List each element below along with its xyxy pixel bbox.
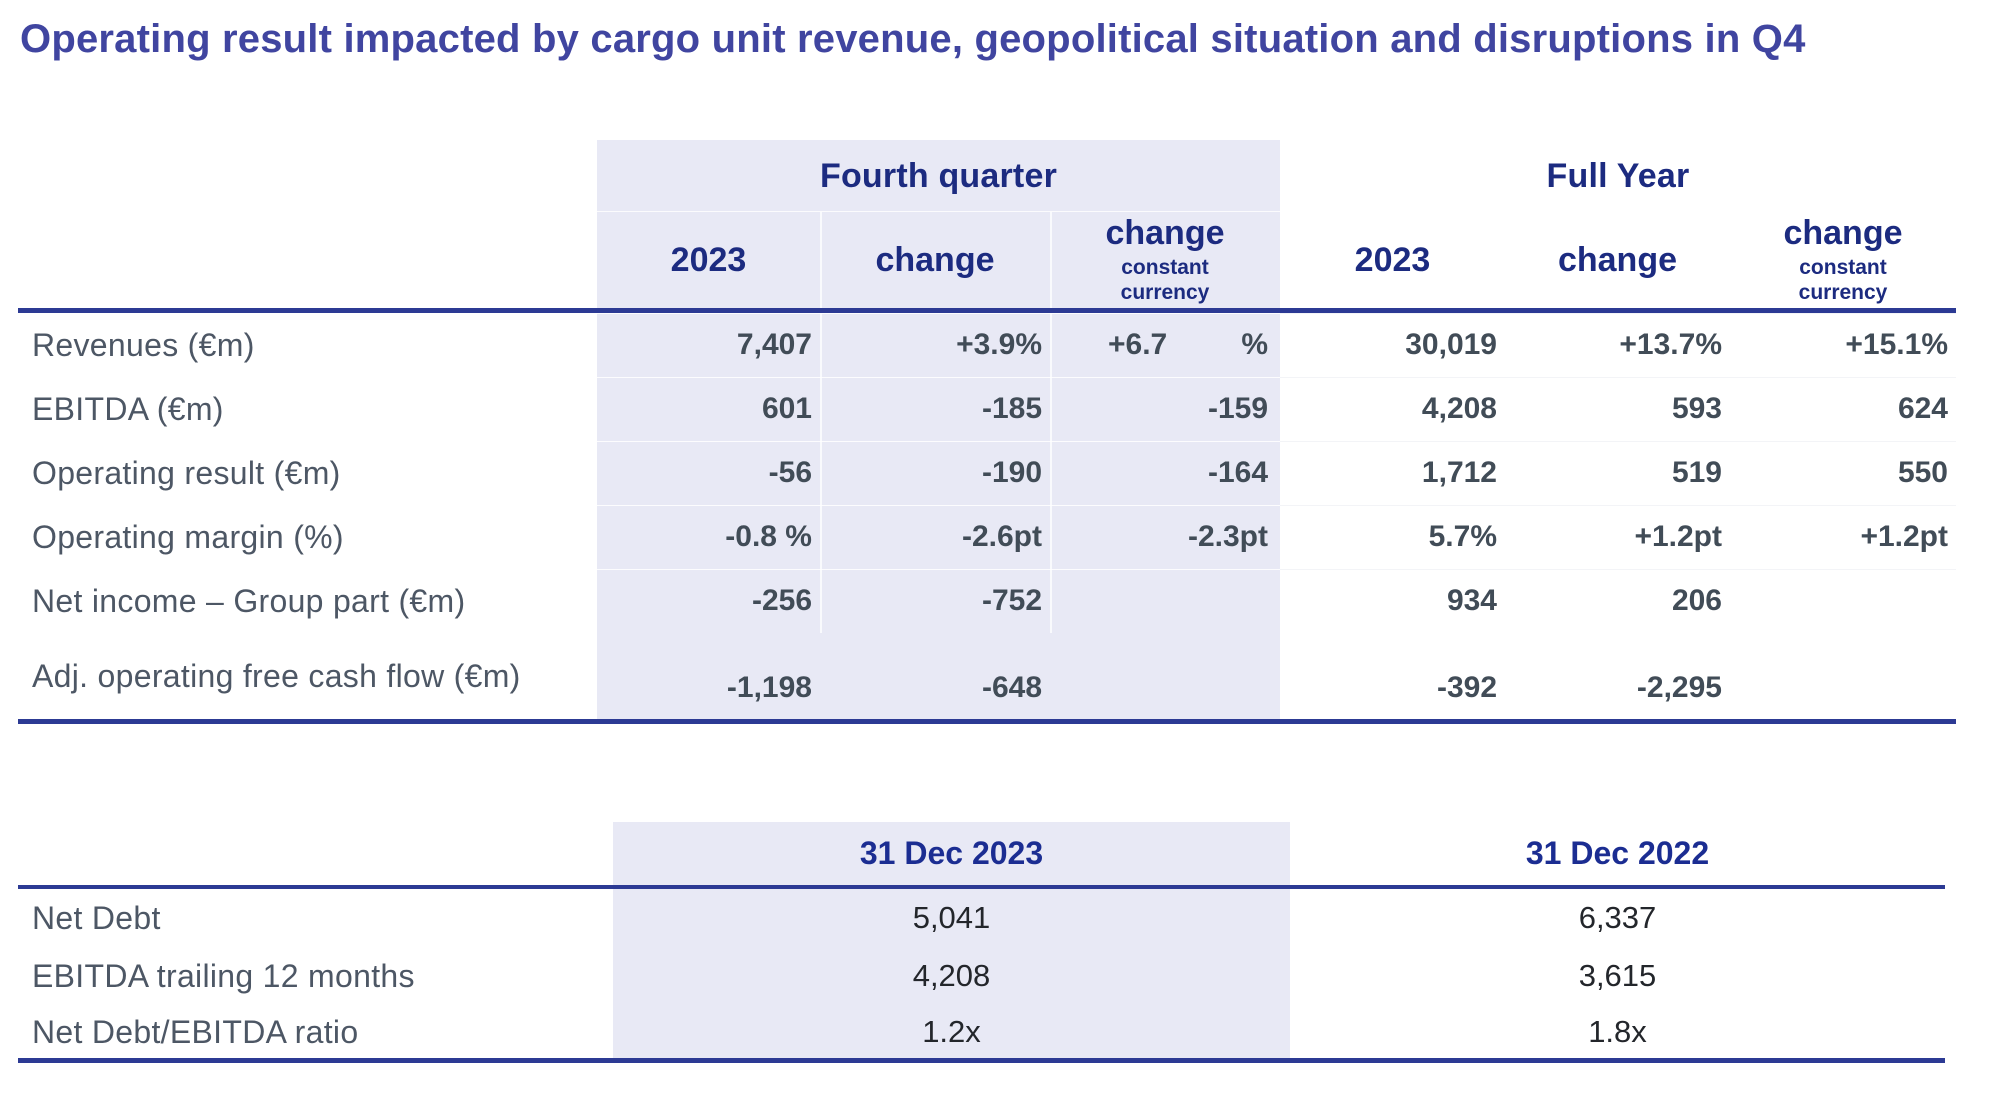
column-header-q4-2023: 2023 <box>597 212 820 313</box>
group-header-full-year: Full Year <box>1546 156 1690 195</box>
balance-table <box>18 822 1945 1063</box>
cell-value <box>1050 633 1280 724</box>
cell-value: 593 <box>1505 377 1730 441</box>
cell-value: 934 <box>1280 569 1505 633</box>
cell-value: +1.2pt <box>1730 505 1956 569</box>
cell-value <box>1730 569 1956 633</box>
cell-value: +1.2pt <box>1505 505 1730 569</box>
cell-value: 3,615 <box>1578 958 1657 993</box>
results-table <box>18 140 1956 724</box>
column-header-sub: constant currency <box>1798 255 1888 304</box>
cell-value: -190 <box>820 441 1050 505</box>
cell-value: +13.7% <box>1505 313 1730 377</box>
column-header-q4-change: change <box>820 212 1050 313</box>
row-label: EBITDA trailing 12 months <box>32 958 415 994</box>
cell-value: 4,208 <box>1280 377 1505 441</box>
row-label: Operating result (€m) <box>32 455 341 491</box>
cell-value: 5.7% <box>1280 505 1505 569</box>
cell-value: 519 <box>1505 441 1730 505</box>
column-header-sub: constant currency <box>1120 255 1210 304</box>
cell-value: 206 <box>1505 569 1730 633</box>
cell-value: -0.8 % <box>597 505 820 569</box>
cell-value: +3.9% <box>820 313 1050 377</box>
row-label: Adj. operating free cash flow (€m) <box>18 633 597 724</box>
cell-value: 30,019 <box>1280 313 1505 377</box>
cell-value: +15.1% <box>1730 313 1956 377</box>
column-header-31-dec-2023: 31 Dec 2023 <box>613 822 1290 889</box>
cell-value: 1.8x <box>1290 1005 1945 1063</box>
cell-value: 624 <box>1730 377 1956 441</box>
cell-value: 550 <box>1730 441 1956 505</box>
cell-value: -2,295 <box>1505 633 1730 724</box>
group-header-fourth-quarter: Fourth quarter <box>597 140 1280 212</box>
spacer-cell <box>18 822 613 889</box>
row-label: Operating margin (%) <box>32 519 344 555</box>
cell-value: -648 <box>820 633 1050 724</box>
column-header-main: change <box>1105 213 1225 252</box>
cell-value: 7,407 <box>597 313 820 377</box>
row-label: Net Debt <box>32 900 161 936</box>
cell-value: 1.2x <box>613 1005 1290 1063</box>
cell-value: -2.3pt <box>1050 505 1280 569</box>
page-title: Operating result impacted by cargo unit revenue, geopolitical situation and disruptions in Q4 <box>20 17 1806 61</box>
cell-value: -2.6pt <box>820 505 1050 569</box>
row-label: Net Debt/EBITDA ratio <box>18 1005 613 1063</box>
row-label: Revenues (€m) <box>32 327 255 363</box>
cell-value-number: +6.7 <box>1108 328 1168 361</box>
column-header-main: change <box>1783 213 1903 252</box>
cell-value: -159 <box>1050 377 1280 441</box>
cell-value: 6,337 <box>1578 900 1657 935</box>
cell-value: 4,208 <box>613 947 1290 1005</box>
cell-value: -164 <box>1050 441 1280 505</box>
cell-value-unit: % <box>1241 328 1268 361</box>
cell-value: -185 <box>820 377 1050 441</box>
cell-value: 601 <box>597 377 820 441</box>
cell-value <box>1050 569 1280 633</box>
spacer-cell <box>18 212 597 313</box>
cell-value: -56 <box>597 441 820 505</box>
row-label: EBITDA (€m) <box>32 391 224 427</box>
column-header-q4-change-constant-currency <box>1050 212 1280 313</box>
column-header-fy-change-constant-currency <box>1730 212 1956 313</box>
spacer-cell <box>18 140 597 212</box>
column-header-31-dec-2022: 31 Dec 2022 <box>1290 822 1945 889</box>
cell-value: -256 <box>597 569 820 633</box>
cell-value: -752 <box>820 569 1050 633</box>
cell-value: -1,198 <box>597 633 820 724</box>
row-label: Net income – Group part (€m) <box>32 583 466 619</box>
cell-value: -392 <box>1280 633 1505 724</box>
column-header-fy-change: change <box>1505 212 1730 313</box>
cell-value <box>1730 633 1956 724</box>
cell-value: 5,041 <box>613 889 1290 947</box>
column-header-fy-2023: 2023 <box>1280 212 1505 313</box>
cell-value <box>1050 313 1280 377</box>
cell-value: 1,712 <box>1280 441 1505 505</box>
